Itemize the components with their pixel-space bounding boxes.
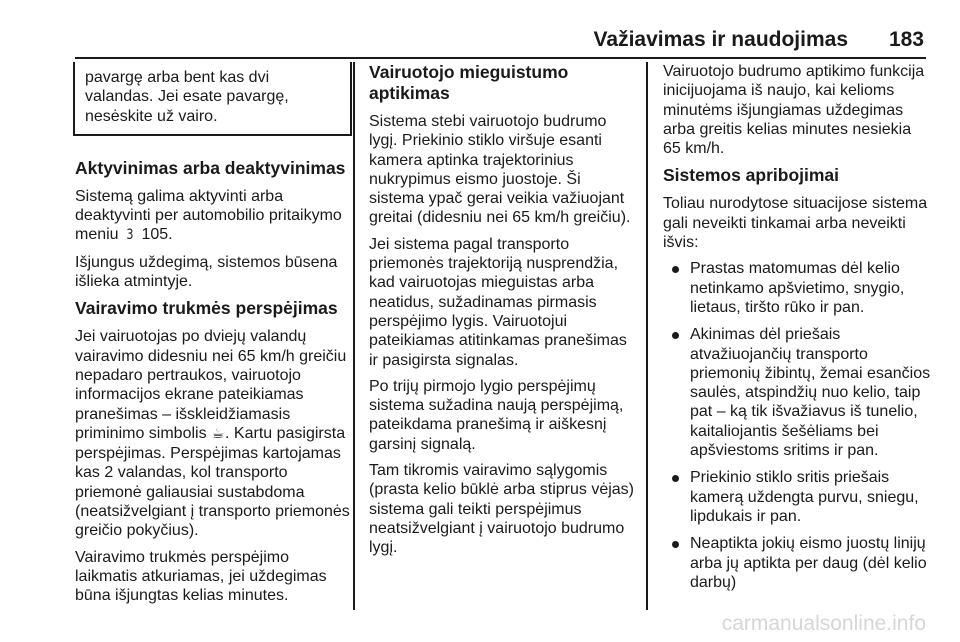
column-2	[369, 62, 639, 565]
watermark: carmanualsonline.info	[721, 612, 926, 635]
paragraph: Sistema stebi vairuotojo budrumo lygį. Priekinio stiklo viršuje esanti kamera aptinka trajektorinius nukrypimus eismo juostoje. Ši sistema ypač gerai veikia važiuojant greitai (didesniu nei 65 km/h greičiu).	[369, 113, 631, 227]
paragraph: Vairuotojo budrumo aptikimo funkcija inicijuojama iš naujo, kai kelioms minutėms išjungiamas uždegimas arba greitis kelias minutes nesiekia 65 km/h.	[663, 63, 925, 158]
paragraph: Tam tikromis vairavimo sąlygomis (prasta kelio būklė arba stiprus vėjas) sistema gali teikti perspėjimus neatsižvelgiant į vairuotojo budrumo lygį.	[369, 462, 635, 557]
list-item: Priekinio stiklo sritis priešais kamerą uždengta purvu, sniegu, lipdukais ir pan.	[663, 468, 933, 526]
paragraph	[75, 187, 350, 246]
warning-text: pavargę arba bent kas dvi valandas. Jei esate pavargę, nesėskite už vairo.	[85, 69, 289, 125]
paragraph: Išjungus uždegimą, sistemos būsena išlieka atmintyje.	[75, 253, 338, 291]
coffee-cup-icon: ☕	[211, 425, 225, 442]
section-heading-drive-time: Vairavimo trukmės perspėjimas	[75, 298, 338, 319]
column-3	[663, 62, 933, 600]
paragraph: Po trijų pirmojo lygio perspėjimų sistema sužadina naują perspėjimą, pateikdama pranešimą ir aiškesnį garsinį signalą.	[369, 377, 624, 453]
column-divider	[353, 62, 355, 610]
column-1	[75, 62, 350, 613]
column-divider	[646, 62, 648, 610]
list-item: Prastas matomumas dėl kelio netinkamo apšvietimo, snygio, lietaus, tiršto rūko ir pan.	[663, 259, 933, 317]
page-number: 183	[888, 28, 924, 51]
page-header	[0, 0, 960, 56]
section-heading-limitations: Sistemos apribojimai	[663, 165, 840, 186]
paragraph-text: Jei vairuotojas po dviejų valandų vairavimo didesniu nei 65 km/h greičiu nepadaro pertraukos, vairuotojo informacijos ekrane pateikiamas pranešimas – išskleidžiamasis priminimo simbolis	[75, 328, 347, 442]
chapter-title: Važiavimas ir naudojimas	[593, 28, 848, 51]
paragraph: Jei sistema pagal transporto priemonės trajektoriją nusprendžia, kad vairuotojas mieguistas arba neatidus, sužadinamas pirmasis perspėjimo lygis. Vairuotojui pateikiamas atitinkamas pranešimas ir pasigirsta signalas.	[369, 235, 627, 369]
paragraph-text: Sistemą galima aktyvinti arba deaktyvinti per automobilio pritaikymo meniu	[75, 187, 342, 244]
paragraph: Vairavimo trukmės perspėjimo laikmatis atkuriamas, jei uždegimas būna išjungtas kelias minutes.	[75, 548, 327, 605]
list-item: Neaptikta jokių eismo juostų linijų arba jų aptikta per daug (dėl kelio darbų)	[663, 534, 933, 592]
header-rule	[75, 57, 926, 59]
section-heading-activation: Aktyvinimas arba deaktyvinimas	[75, 157, 346, 178]
page-reference-arrow-icon: 3	[126, 227, 134, 244]
warning-box	[73, 62, 352, 136]
paragraph: Toliau nurodytose situacijose sistema gali neveikti tinkamai arba neveikti išvis:	[663, 195, 928, 252]
page-reference-text: 105.	[137, 226, 173, 244]
section-heading-drowsiness: Vairuotojo mieguistumo aptikimas	[369, 62, 569, 103]
paragraph	[75, 327, 350, 540]
list-item: Akinimas dėl priešais atvažiuojančių transporto priemonių žibintų, žemai esančios saulės, atspindžių nuo kelio, taip pat – ką tik išvažiavus iš tunelio, kaitaliojantis šešėliams bei apšviestoms sritims ir pan.	[663, 325, 933, 460]
paragraph-text: . Kartu pasigirsta perspėjimas. Perspėjimas kartojamas kas 2 valandas, kol transporto priemonė galiausiai sustabdoma (neatsižvelgiant į transporto priemonės greičio pokyčius).	[75, 424, 350, 540]
limitations-list	[663, 259, 933, 592]
